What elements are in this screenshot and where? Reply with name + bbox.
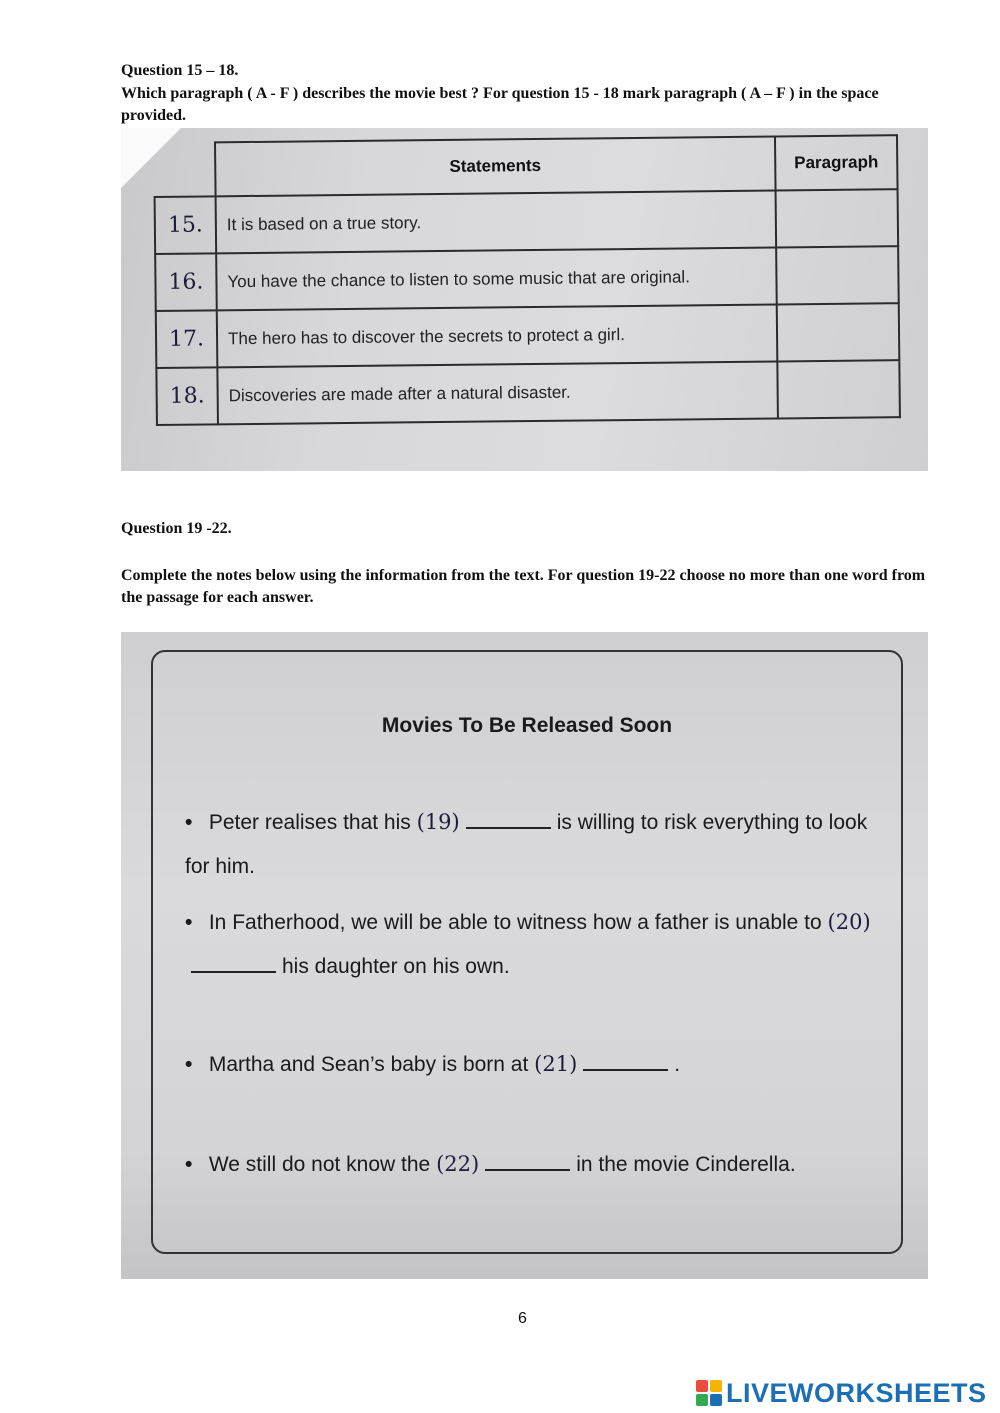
bullet-icon: • bbox=[185, 1053, 193, 1076]
bullet-icon: • bbox=[185, 811, 193, 834]
row-number: 17. bbox=[156, 310, 218, 368]
section1-title: Question 15 – 18. bbox=[121, 62, 239, 79]
note-item bbox=[185, 800, 880, 889]
logo-square-yellow bbox=[710, 1380, 722, 1392]
header-paragraph: Paragraph bbox=[775, 135, 898, 190]
bullet-icon: • bbox=[185, 1153, 193, 1176]
brand-text: LIVEWORKSHEETS bbox=[726, 1377, 987, 1408]
paragraph-answer-cell[interactable] bbox=[776, 189, 899, 247]
table-row bbox=[155, 246, 899, 311]
row-statement: Discoveries are made after a natural disaster. bbox=[217, 361, 778, 424]
row-number: 18. bbox=[156, 367, 218, 425]
bullet-icon: • bbox=[185, 911, 193, 934]
note-text-before: Martha and Sean’s baby is born at bbox=[208, 1053, 529, 1076]
paragraph-answer-cell[interactable] bbox=[777, 360, 900, 418]
paragraph-answer-cell[interactable] bbox=[777, 303, 900, 361]
table-row bbox=[156, 303, 900, 368]
statements-table bbox=[153, 134, 901, 426]
note-text-before: In Fatherhood, we will be able to witness how a father is unable to bbox=[208, 911, 822, 934]
question-number: (19) bbox=[416, 810, 460, 834]
note-text-before: We still do not know the bbox=[208, 1153, 431, 1176]
note-item bbox=[185, 1042, 880, 1087]
brand-icon bbox=[696, 1380, 722, 1406]
question-number: (20) bbox=[827, 910, 871, 934]
note-text-after: . bbox=[674, 1053, 681, 1076]
note-item bbox=[185, 900, 880, 989]
notes-box bbox=[151, 650, 903, 1254]
page-number: 6 bbox=[518, 1310, 527, 1327]
logo-square-red bbox=[696, 1380, 708, 1392]
row-number: 16. bbox=[155, 253, 217, 311]
question-number: (21) bbox=[534, 1052, 578, 1076]
answer-blank[interactable] bbox=[583, 1051, 668, 1071]
section1-instruction: Which paragraph ( A - F ) describes the movie best ? For question 15 - 18 mark paragraph ( A – F ) in the space provided. bbox=[121, 85, 879, 124]
question-number: (22) bbox=[436, 1152, 480, 1176]
note-text-after: is willing to risk everything to look for him. bbox=[185, 811, 868, 878]
logo-square-blue bbox=[710, 1394, 722, 1406]
note-text-before: Peter realises that his bbox=[208, 811, 411, 834]
notes-title: Movies To Be Released Soon bbox=[381, 714, 673, 737]
liveworksheets-logo bbox=[696, 1378, 987, 1408]
note-text-after: his daughter on his own. bbox=[282, 955, 510, 978]
table-row bbox=[156, 360, 900, 425]
notes-photo bbox=[121, 632, 928, 1279]
answer-blank[interactable] bbox=[466, 809, 551, 829]
note-item bbox=[185, 1142, 880, 1187]
row-statement: The hero has to discover the secrets to protect a girl. bbox=[217, 304, 778, 367]
answer-blank[interactable] bbox=[191, 953, 276, 973]
corner-cell bbox=[154, 142, 216, 197]
note-text-after: in the movie Cinderella. bbox=[576, 1153, 796, 1176]
row-statement: It is based on a true story. bbox=[216, 190, 777, 253]
header-statements: Statements bbox=[215, 136, 776, 196]
row-statement: You have the chance to listen to some music that are original. bbox=[216, 247, 777, 310]
section2-instruction: Complete the notes below using the information from the text. For question 19-22 choose no more than one word from the passage for each answer. bbox=[121, 567, 926, 606]
table-row bbox=[155, 189, 899, 254]
row-number: 15. bbox=[155, 196, 217, 254]
paragraph-answer-cell[interactable] bbox=[776, 246, 899, 304]
answer-blank[interactable] bbox=[485, 1151, 570, 1171]
logo-square-green bbox=[696, 1394, 708, 1406]
statements-table-photo bbox=[121, 128, 928, 471]
section2-title: Question 19 -22. bbox=[121, 520, 232, 537]
